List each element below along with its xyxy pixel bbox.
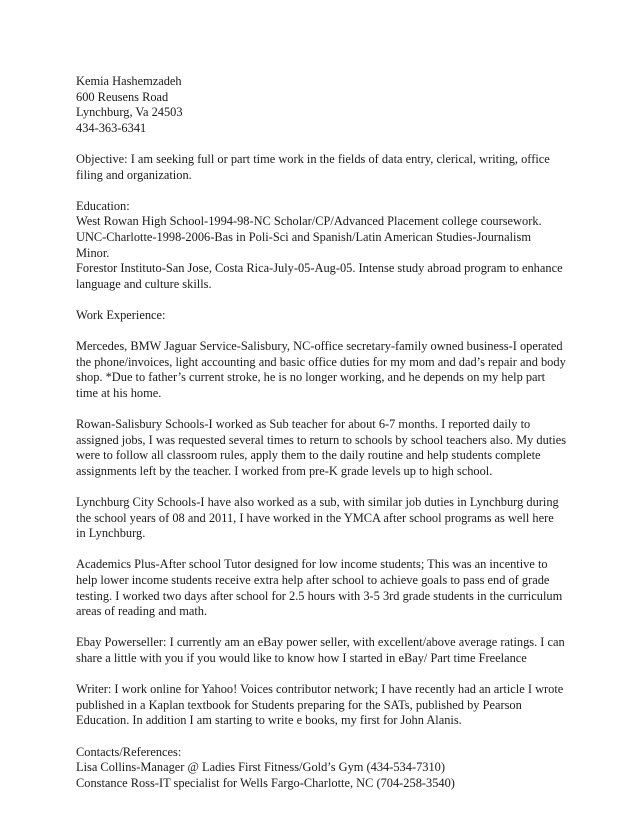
- work-experience-item: [76, 557, 566, 619]
- work-experience-item: [76, 417, 566, 479]
- work-experience-item: [76, 635, 566, 666]
- phone-number: 434-363-6341: [76, 120, 147, 135]
- resume-body: [76, 74, 566, 807]
- objective-section: [76, 152, 566, 183]
- work-experience-item: [76, 682, 566, 729]
- work-experience-text: Ebay Powerseller: I currently am an eBay power seller, with excellent/above average ratings. I can share a little with you if you would like to know how I started in eBay/ Part time Freelance: [76, 635, 565, 665]
- education-item: West Rowan High School-1994-98-NC Scholar/CP/Advanced Placement college coursework.: [76, 214, 542, 229]
- work-experience-item: [76, 495, 566, 542]
- work-experience-text: Mercedes, BMW Jaguar Service-Salisbury, NC-office secretary-family owned business-I operated the phone/invoices, light accounting and basic office duties for my mom and dad’s repair and body shop. *Due to father’s current stroke, he is no longer working, and he depends on my help part time at his home.: [76, 339, 566, 400]
- city-state-zip: Lynchburg, Va 24503: [76, 105, 183, 120]
- work-experience-heading-block: [76, 308, 566, 324]
- education-item: UNC-Charlotte-1998-2006-Bas in Poli-Sci and Spanish/Latin American Studies-Journalism Minor.: [76, 229, 531, 260]
- education-item: Forestor Instituto-San Jose, Costa Rica-July-05-Aug-05. Intense study abroad program to enhance language and culture skills.: [76, 261, 563, 291]
- street-address: 600 Reusens Road: [76, 89, 169, 104]
- reference-entry: Lisa Collins-Manager @ Ladies First Fitness/Gold’s Gym (434-534-7310): [76, 760, 445, 775]
- education-heading: Education:: [76, 198, 130, 213]
- work-experience-heading: Work Experience:: [76, 307, 166, 322]
- work-experience-text: Writer: I work online for Yahoo! Voices contributor network; I have recently had an article I wrote published in a Kaplan textbook for Students preparing for the SATs, published by Pearson Education. In addition I am starting to write e books, my first for John Alanis.: [76, 682, 564, 728]
- objective-text: Objective: I am seeking full or part time work in the fields of data entry, clerical, writing, office filing and organization.: [76, 151, 550, 182]
- applicant-name: Kemia Hashemzadeh: [76, 74, 182, 88]
- reference-entry: Constance Ross-IT specialist for Wells Fargo-Charlotte, NC (704-258-3540): [76, 775, 455, 790]
- work-experience-text: Academics Plus-After school Tutor designed for low income students; This was an incentive to help lower income students receive extra help after school to achieve goals to pass end of grade testing. I worked two days after school for 2.5 hours with 3-5 3rd grade students in the curriculum areas of reading and math.: [76, 557, 563, 619]
- work-experience-text: Rowan-Salisbury Schools-I worked as Sub teacher for about 6-7 months. I reported daily to assigned jobs, I was requested several times to return to schools by school teachers also. My duties were to follow all classroom rules, apply them to the daily routine and help students complete assignments left by the teacher. I worked from pre-K grade levels up to high school.: [76, 417, 567, 478]
- contacts-section: [76, 745, 566, 792]
- contacts-heading: Contacts/References:: [76, 744, 182, 759]
- contact-header: [76, 74, 566, 136]
- work-experience-item: [76, 339, 566, 401]
- work-experience-text: Lynchburg City Schools-I have also worked as a sub, with similar job duties in Lynchburg during the school years of 08 and 2011, I have worked in the YMCA after school programs as well here in Lynchburg.: [76, 495, 559, 541]
- education-section: [76, 199, 566, 293]
